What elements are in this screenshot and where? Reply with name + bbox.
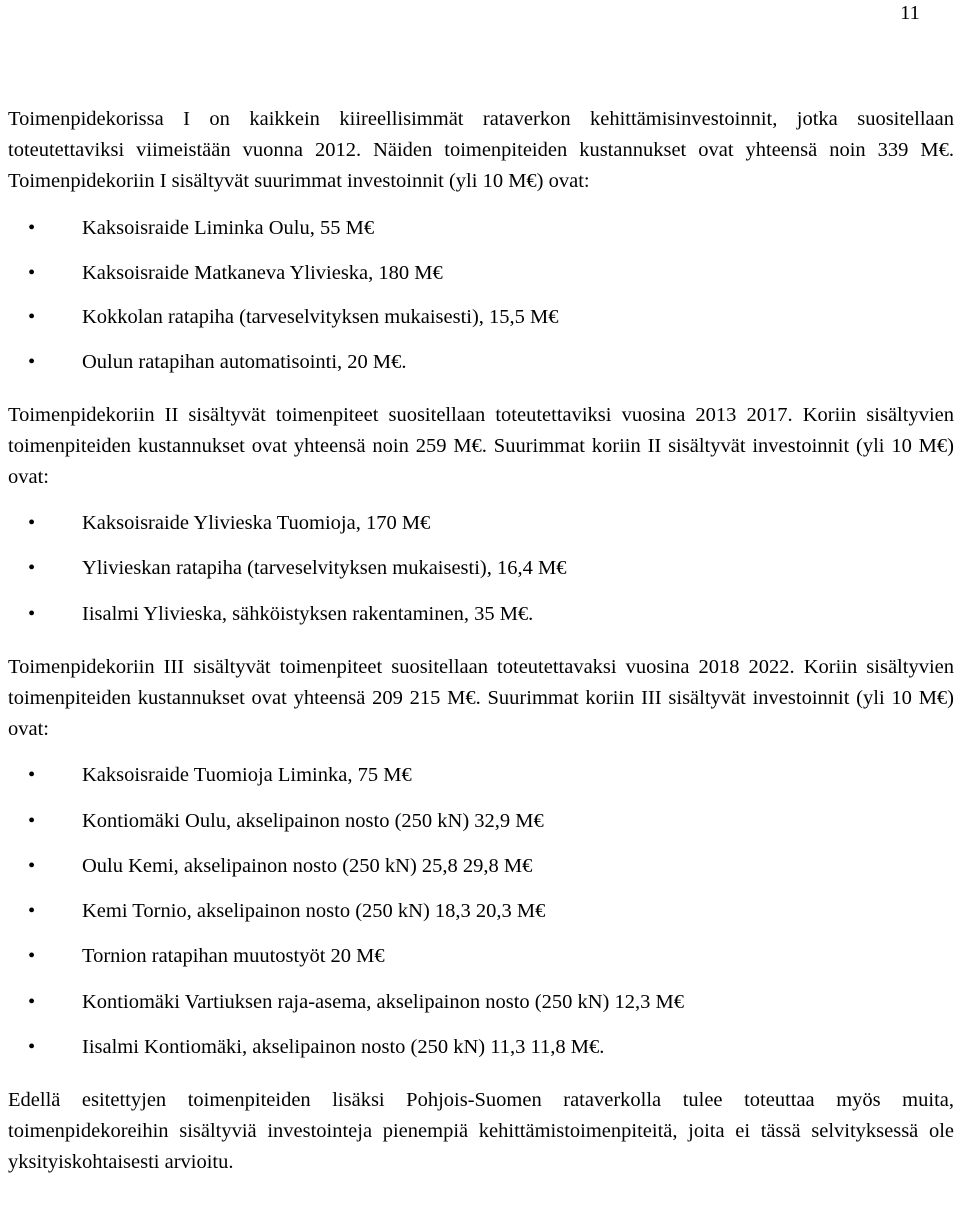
list-item-text: Kaksoisraide Liminka Oulu, 55 M€ bbox=[82, 217, 375, 239]
list-item-text: Kaksoisraide Tuomioja Liminka, 75 M€ bbox=[82, 764, 412, 787]
bullet-icon: • bbox=[28, 557, 36, 580]
basket-2-investment-list bbox=[8, 508, 954, 645]
list-item bbox=[8, 213, 954, 258]
list-item-text: Oulu Kemi, akselipainon nosto (250 kN) 25,8 29,8 M€ bbox=[82, 854, 533, 877]
bullet-icon: • bbox=[28, 351, 36, 374]
document-body bbox=[8, 104, 954, 1178]
list-item-text: Kontiomäki Oulu, akselipainon nosto (250 kN) 32,9 M€ bbox=[82, 809, 544, 832]
list-item bbox=[8, 851, 954, 896]
list-item bbox=[8, 987, 954, 1032]
basket-3-investment-list bbox=[8, 760, 954, 1077]
list-item-text: Ylivieskan ratapiha (tarveselvityksen mukaisesti), 16,4 M€ bbox=[82, 557, 567, 580]
paragraph-basket-1: Toimenpidekorissa I on kaikkein kiireellisimmät rataverkon kehittämisinvestoinnit, jotka suositellaan toteutettaviksi viimeistään vuonna 2012. Näiden toimenpiteiden kustannukset ovat yhteensä noin 339 M€. Toimenpidekoriin I sisältyvät suurimmat investoinnit (yli 10 M€) ovat: bbox=[8, 108, 954, 192]
bullet-icon: • bbox=[28, 945, 36, 968]
bullet-icon: • bbox=[28, 854, 36, 877]
list-item bbox=[8, 896, 954, 941]
bullet-icon: • bbox=[28, 990, 36, 1013]
list-item bbox=[8, 347, 954, 392]
bullet-icon: • bbox=[28, 306, 36, 329]
list-item bbox=[8, 941, 954, 986]
list-item bbox=[8, 302, 954, 347]
bullet-icon: • bbox=[28, 261, 36, 284]
list-item bbox=[8, 599, 954, 645]
list-item-text: Iisalmi Kontiomäki, akselipainon nosto (250 kN) 11,3 11,8 M€. bbox=[82, 1036, 605, 1059]
list-item bbox=[8, 508, 954, 554]
list-item bbox=[8, 760, 954, 805]
list-item-text: Kaksoisraide Matkaneva Ylivieska, 180 M€ bbox=[82, 261, 443, 284]
bullet-icon: • bbox=[28, 809, 36, 832]
list-item bbox=[8, 1032, 954, 1077]
list-item-text: Kaksoisraide Ylivieska Tuomioja, 170 M€ bbox=[82, 511, 431, 534]
bullet-icon: • bbox=[28, 900, 36, 923]
list-item bbox=[8, 553, 954, 599]
list-item-text: Kokkolan ratapiha (tarveselvityksen mukaisesti), 15,5 M€ bbox=[82, 306, 559, 329]
list-item-text: Iisalmi Ylivieska, sähköistyksen rakentaminen, 35 M€. bbox=[82, 602, 534, 625]
basket-1-investment-list bbox=[8, 213, 954, 392]
list-item-text: Kontiomäki Vartiuksen raja-asema, akselipainon nosto (250 kN) 12,3 M€ bbox=[82, 990, 684, 1013]
bullet-icon: • bbox=[28, 764, 36, 787]
list-item bbox=[8, 258, 954, 303]
bullet-icon: • bbox=[28, 602, 36, 625]
bullet-icon: • bbox=[28, 511, 36, 534]
list-item-text: Tornion ratapihan muutostyöt 20 M€ bbox=[82, 945, 385, 968]
list-item bbox=[8, 806, 954, 851]
paragraph-basket-2: Toimenpidekoriin II sisältyvät toimenpiteet suositellaan toteutettaviksi vuosina 2013 2017. Koriin sisältyvien toimenpiteiden kustannukset ovat yhteensä noin 259 M€. Suurimmat koriin II sisältyvät investoinnit (yli 10 M€) ovat: bbox=[8, 403, 954, 488]
list-item-text: Oulun ratapihan automatisointi, 20 M€. bbox=[82, 351, 407, 374]
bullet-icon: • bbox=[28, 217, 36, 239]
paragraph-basket-3: Toimenpidekoriin III sisältyvät toimenpiteet suositellaan toteutettavaksi vuosina 2018 2022. Koriin sisältyvien toimenpiteiden kustannukset ovat yhteensä 209 215 M€. Suurimmat koriin III sisältyvät investoinnit (yli 10 M€) ovat: bbox=[8, 656, 954, 741]
page-number: 11 bbox=[900, 2, 920, 24]
bullet-icon: • bbox=[28, 1036, 36, 1059]
paragraph-other-measures: Edellä esitettyjen toimenpiteiden lisäksi Pohjois-Suomen rataverkolla tulee toteuttaa myös muita, toimenpidekoreihin sisältyviä investointeja pienempiä kehittämistoimenpiteitä, joita ei tässä selvityksessä ole yksityiskohtaisesti arvioitu. bbox=[8, 1089, 954, 1174]
list-item-text: Kemi Tornio, akselipainon nosto (250 kN) 18,3 20,3 M€ bbox=[82, 900, 546, 923]
